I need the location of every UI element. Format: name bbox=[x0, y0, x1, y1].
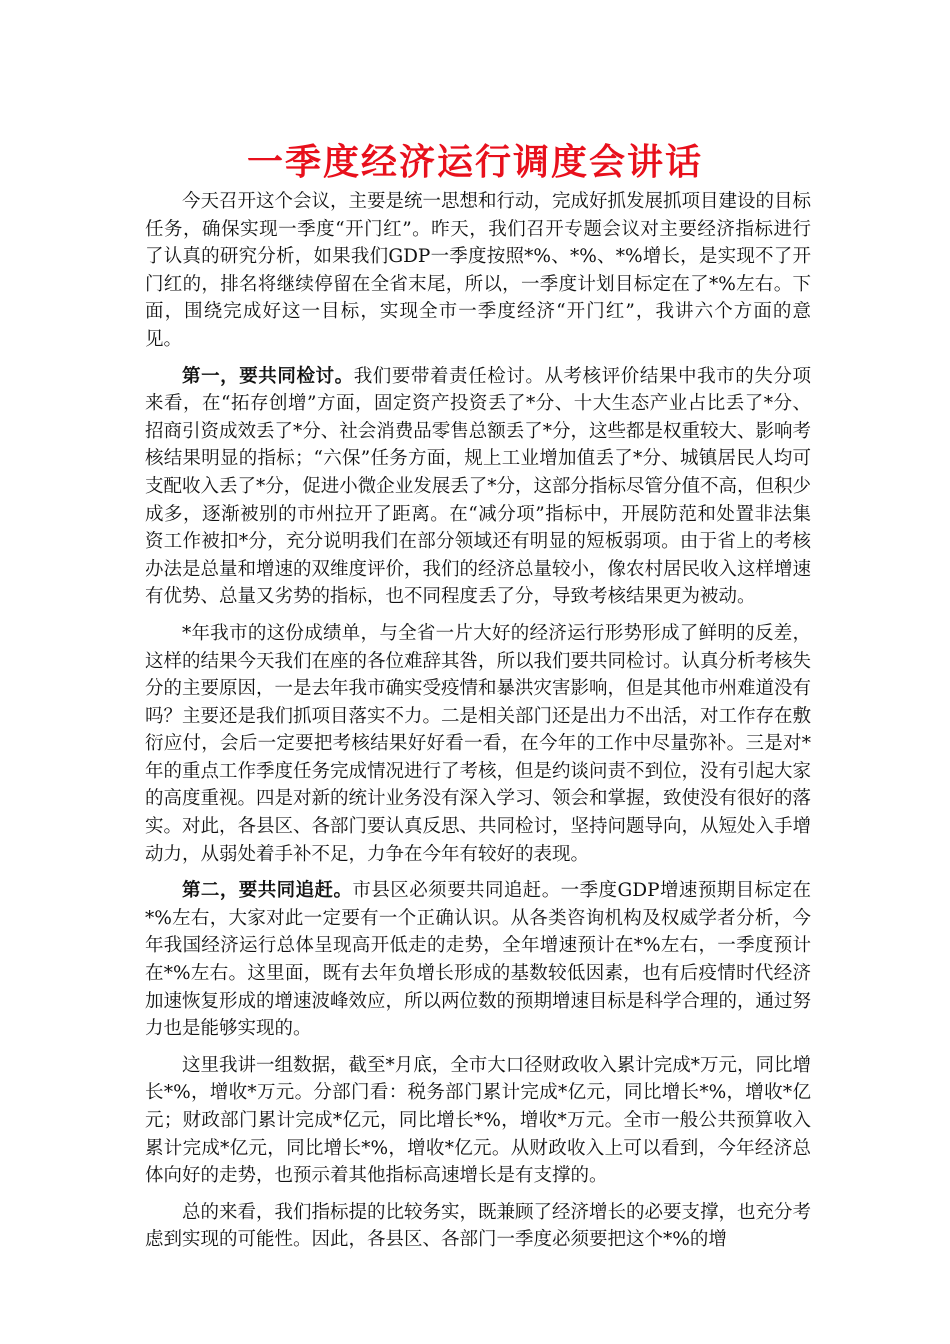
paragraph-text: 我们要带着责任检讨。从考核评价结果中我市的失分项来看，在“拓存创增”方面，固定资产投资丢了*分、十大生态产业占比丢了*分、招商引资成效丢了*分、社会消费品零售总额丢了*分，这些都是权重较大、影响考核结果明显的指标；“六保”任务方面，规上工业增加值丢了*分、城镇居民人均可支配收入丢了*分，促进小微企业发展丢了*分，这部分指标尽管分值不高，但积少成多，逐渐被别的市州拉开了距离。在“减分项”指标中，开展防范和处置非法集资工作被扣*分，充分说明我们在部分领域还有明显的短板弱项。由于省上的考核办法是总量和增速的双维度评价，我们的经济总量较小，像农村居民收入这样增速有优势、总量又劣势的指标，也不同程度丢了分，导致考核结果更为被动。 bbox=[145, 365, 812, 608]
document-body bbox=[145, 188, 811, 1263]
paragraph-fiscal-data bbox=[145, 1052, 811, 1190]
section-heading: 第一，要共同检讨。 bbox=[182, 365, 354, 387]
document-title: 一季度经济运行调度会讲话 bbox=[246, 141, 703, 183]
paragraph-section-1 bbox=[145, 363, 811, 611]
paragraph-intro bbox=[145, 188, 811, 354]
paragraph-section-1-analysis bbox=[145, 620, 811, 868]
paragraph-text: 总的来看，我们指标提的比较务实，既兼顾了经济增长的必要支撑，也充分考虑到实现的可能性。因此，各县区、各部门一季度必须要把这个*%的增 bbox=[145, 1201, 812, 1251]
paragraph-text: *年我市的这份成绩单，与全省一片大好的经济运行形势形成了鲜明的反差，这样的结果今天我们在座的各位难辞其咎，所以我们要共同检讨。认真分析考核失分的主要原因，一是去年我市确实受疫情和暴洪灾害影响，但是其他市州难道没有吗？主要还是我们抓项目落实不力。二是相关部门还是出力不出活，对工作存在敷衍应付，会后一定要把考核结果好好看一看，在今年的工作中尽量弥补。三是对*年的重点工作季度任务完成情况进行了考核，但是约谈问责不到位，没有引起大家的高度重视。四是对新的统计业务没有深入学习、领会和掌握，致使没有很好的落实。对此，各县区、各部门要认真反思、共同检讨，坚持问题导向，从短处入手增动力，从弱处着手补不足，力争在今年有较好的表现。 bbox=[145, 622, 812, 865]
paragraph-text: 今天召开这个会议，主要是统一思想和行动，完成好抓发展抓项目建设的目标任务，确保实现一季度“开门红”。昨天，我们召开专题会议对主要经济指标进行了认真的研究分析，如果我们GDP一季度按照*%、*%、*%增长，是实现不了开门红的，排名将继续停留在全省末尾，所以，一季度计划目标定在了*%左右。下面，围绕完成好这一目标，实现全市一季度经济“开门红”，我讲六个方面的意见。 bbox=[145, 191, 812, 350]
paragraph-summary bbox=[145, 1199, 811, 1254]
paragraph-text: 这里我讲一组数据，截至*月底，全市大口径财政收入累计完成*万元，同比增长*%，增收*万元。分部门看：税务部门累计完成*亿元，同比增长*%，增收*亿元；财政部门累计完成*亿元，同比增长*%，增收*万元。全市一般公共预算收入累计完成*亿元，同比增长*%，增收*亿元。从财政收入上可以看到，今年经济总体向好的走势，也预示着其他指标高速增长是有支撑的。 bbox=[145, 1054, 812, 1187]
paragraph-text: 市县区必须要共同追赶。一季度GDP增速预期目标定在*%左右，大家对此一定要有一个正确认识。从各类咨询机构及权威学者分析，今年我国经济运行总体呈现高开低走的走势，全年增速预计在*%左右，一季度预计在*%左右。这里面，既有去年负增长形成的基数较低因素，也有后疫情时代经济加速恢复形成的增速波峰效应，所以两位数的预期增速目标是科学合理的，通过努力也是能够实现的。 bbox=[145, 880, 812, 1040]
paragraph-section-2 bbox=[145, 877, 811, 1043]
section-heading: 第二，要共同追赶。 bbox=[182, 880, 353, 902]
